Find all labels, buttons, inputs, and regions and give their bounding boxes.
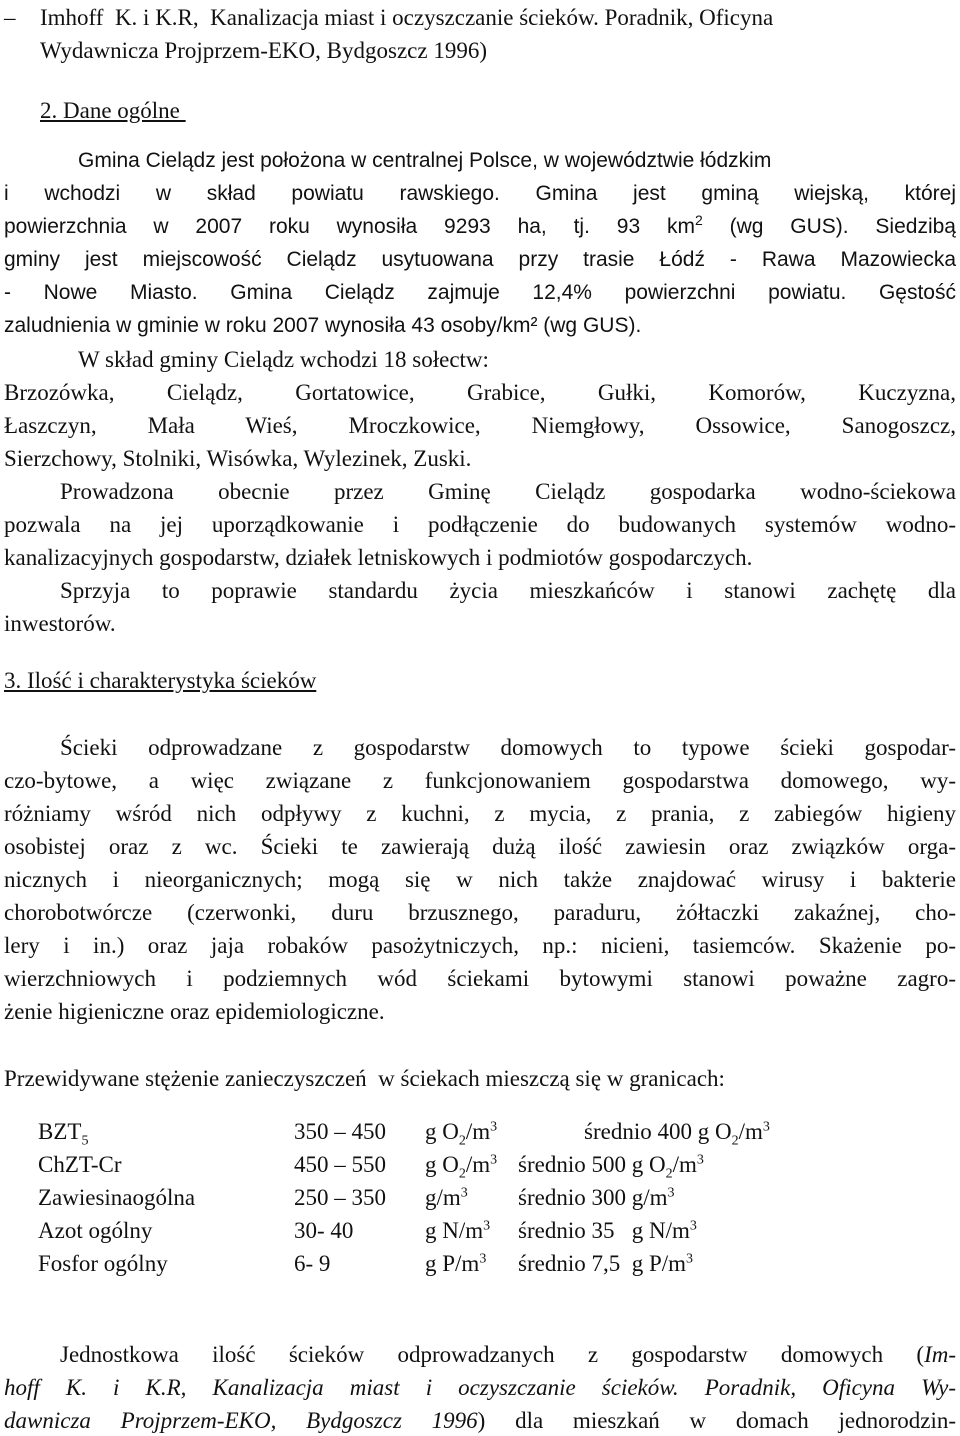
concentration-name: Azot ogólny <box>38 1218 153 1243</box>
concentration-average: średnio 35 g $N/m^3$ <box>518 1218 697 1243</box>
section-3-heading: 3. Ilość i charakterystyka ścieków <box>4 668 317 693</box>
paragraph-line: Łaszczyn, Mała Wieś, Mroczkowice, Niemgłowy, Ossowice, Sanogoszcz, <box>4 413 956 438</box>
paragraph-line: W skład gminy Cielądz wchodzi 18 sołectw: <box>78 347 489 372</box>
paragraph-line: Ścieki odprowadzane z gospodarstw domowych to typowe ścieki gospodar- <box>60 735 956 760</box>
concentration-name: Fosfor ogólny <box>38 1251 168 1276</box>
concentration-unit: g $N/m^3$ <box>425 1218 491 1243</box>
paragraph-line: nicznych i nieorganicznych; mogą się w nich także znajdować wirusy i bakterie <box>4 867 956 892</box>
section-2-heading: 2. Dane ogólne <box>40 98 186 123</box>
paragraph-line: gminy jest miejscowość Cielądz usytuowana przy trasie Łódź - Rawa Mazowiecka <box>4 248 956 271</box>
concentration-unit: $g/m^3$ <box>425 1185 468 1210</box>
paragraph-line: wierzchniowych i podziemnych wód ściekami bytowymi stanowi poważne zagro- <box>4 966 956 991</box>
paragraph-line: Gmina Cielądz jest położona w centralnej Polsce, w województwie łódzkim <box>78 149 772 172</box>
paragraph-line: - Nowe Miasto. Gmina Cielądz zajmuje 12,4% powierzchni powiatu. Gęstość <box>4 281 956 304</box>
paragraph-line: chorobotwórcze (czerwonki, duru brzusznego, paraduru, żółtaczki zakaźnej, cho- <box>4 900 956 925</box>
paragraph-line: Prowadzona obecnie przez Gminę Cielądz gospodarka wodno-ściekowa <box>60 479 956 504</box>
paragraph-line: pozwala na jej uporządkowanie i podłączenie do budowanych systemów wodno- <box>4 512 956 537</box>
concentration-unit: g $O_2/m^3$ <box>425 1152 498 1182</box>
concentration-range: 30- 40 <box>294 1218 354 1243</box>
paragraph-line: dawnicza Projprzem-EKO, Bydgoszcz 1996) dla mieszkań w domach jednorodzin- <box>4 1408 957 1433</box>
concentration-name: Zawiesinaogólna <box>38 1185 196 1210</box>
paragraph-line: osobistej oraz z wc. Ścieki te zawierają dużą ilość zawiesin oraz związków orga- <box>4 834 956 859</box>
reference-dash: – <box>4 5 16 30</box>
paragraph-line: zaludnienia w gminie w roku 2007 wynosiła 43 osoby/km² (wg GUS). <box>4 314 642 337</box>
paragraph-line: czo-bytowe, a więc związane z funkcjonowaniem gospodarstwa domowego, wy- <box>4 768 956 793</box>
concentration-average: średnio 400 g $O_2/m^3$ <box>584 1119 770 1149</box>
concentration-unit: g $O_2/m^3$ <box>425 1119 498 1149</box>
paragraph-line: lery i in.) oraz jaja robaków pasożytniczych, np.: nicieni, tasiemców. Skażenie po- <box>4 933 956 958</box>
paragraph-line: Jednostkowa ilość ścieków odprowadzanych z gospodarstw domowych (Im- <box>60 1342 956 1367</box>
concentration-name: ChZT-Cr <box>38 1152 122 1177</box>
paragraph-line: Sprzyja to poprawie standardu życia mieszkańców i stanowi zachętę dla <box>60 578 956 603</box>
concentration-range: 250 – 350 <box>294 1185 386 1210</box>
concentration-range: 450 – 550 <box>294 1152 386 1177</box>
paragraph-line: hoff K. i K.R, Kanalizacja miast i oczyszczanie ścieków. Poradnik, Oficyna Wy- <box>4 1375 956 1400</box>
paragraph-line: i wchodzi w skład powiatu rawskiego. Gmina jest gminą wiejską, której <box>4 182 956 205</box>
concentration-unit: g $P/m^3$ <box>425 1251 487 1276</box>
paragraph-line: powierzchnia w 2007 roku wynosiła 9293 ha, tj. 93 $km^2$ (wg GUS). Siedzibą <box>4 212 956 238</box>
paragraph-line: Sierzchowy, Stolniki, Wisówka, Wylezinek, Zuski. <box>4 446 472 471</box>
concentration-range: 6- 9 <box>294 1251 331 1276</box>
concentration-range: 350 – 450 <box>294 1119 386 1144</box>
paragraph-line: żenie higieniczne oraz epidemiologiczne. <box>4 999 385 1024</box>
paragraph-line: kanalizacyjnych gospodarstw, działek letniskowych i podmiotów gospodarczych. <box>4 545 753 570</box>
paragraph-line: inwestorów. <box>4 611 116 636</box>
concentration-name: $BZT_5$ <box>38 1119 89 1149</box>
reference-line-1: Imhoff K. i K.R, Kanalizacja miast i oczyszczanie ścieków. Poradnik, Oficyna <box>40 5 774 30</box>
paragraph-line: różniamy wśród nich odpływy z kuchni, z mycia, z prania, z zabiegów higieny <box>4 801 956 826</box>
concentration-average: średnio 7,5 g $P/m^3$ <box>518 1251 694 1276</box>
reference-line-2: Wydawnicza Projprzem-EKO, Bydgoszcz 1996) <box>40 38 487 63</box>
concentration-average: średnio 300 $g/m^3$ <box>518 1185 675 1210</box>
concentration-intro: Przewidywane stężenie zanieczyszczeń w ściekach mieszczą się w granicach: <box>4 1066 725 1091</box>
concentration-average: średnio 500 g $O_2/m^3$ <box>518 1152 704 1182</box>
paragraph-line: Brzozówka, Cielądz, Gortatowice, Grabice, Gułki, Komorów, Kuczyzna, <box>4 380 956 405</box>
